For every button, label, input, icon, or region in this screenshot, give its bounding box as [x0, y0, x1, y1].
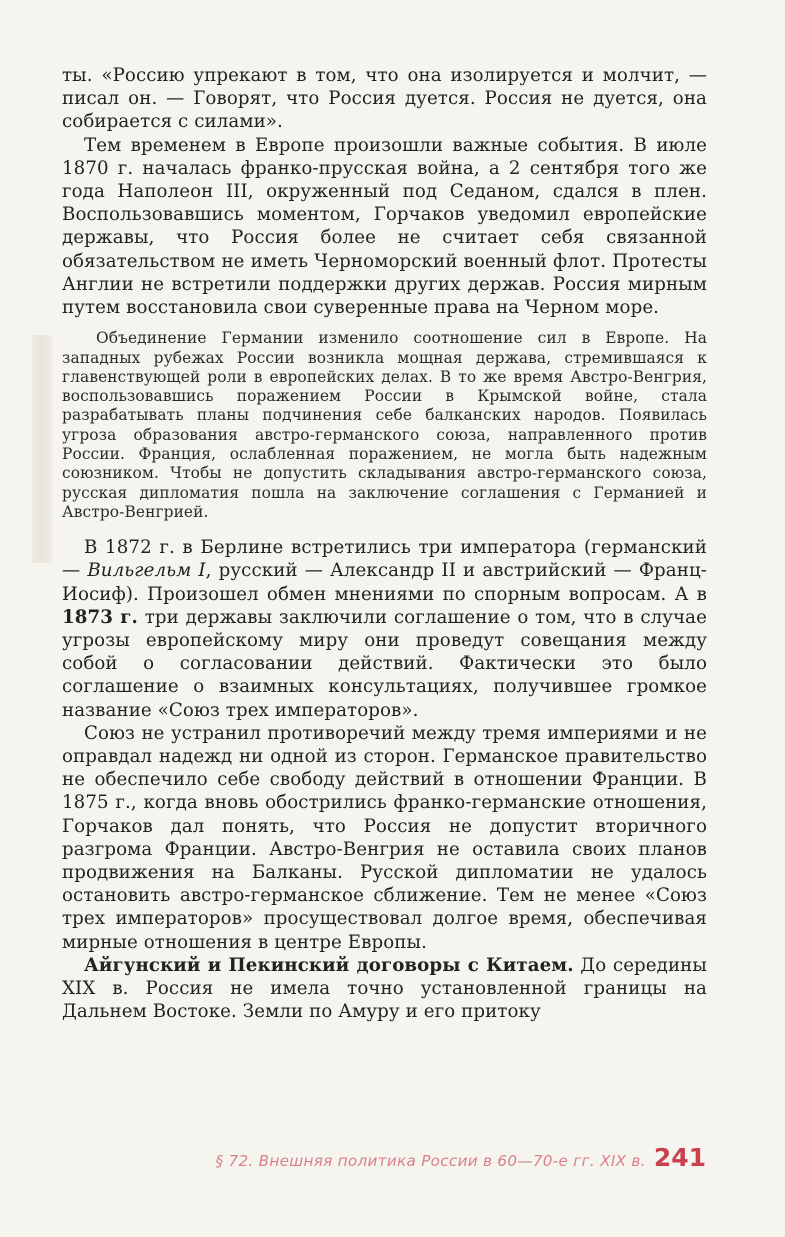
paragraph-events-1870: Тем временем в Европе произошли важные события. В июле 1870 г. началась франко-прусская война, а 2 сентября того же года Наполеон III, окруженный под Седаном, сдался в плен. Воспользовавшись моментом, Горчаков уведомил европейские державы, что Россия более не считает себя связанной обязательством не иметь Черноморский военный флот. Протесты Англии не встретили поддержки других держав. Россия мирным путем восстановила свои суверенные права на Черном море. — [62, 134, 707, 319]
p5-text: До середины XIX в. Россия не имела точно установленной границы на Дальнем Востоке. Земли по Амуру и его притоку — [62, 954, 707, 1023]
footer-section-title: § 72. Внешняя политика России в 60—70-е гг. XIX в. — [215, 1152, 646, 1170]
aside-text: Объединение Германии изменило соотношение сил в Европе. На западных рубежах России возникла мощная держава, стремившаяся к главенствующей роли в европейских делах. В то же время Австро-Венгрия, воспользовавшись поражением России в Крымской войне, стала разрабатывать планы подчинения себе балканских народов. Появилась угроза образования австро-германского союза, направленного против России. Франция, ослабленная поражением, не могла быть надежным союзником. Чтобы не допустить складывания австро-германского союза, русская дипломатия пошла на заключение соглашения с Германией и Австро-Венгрией. — [62, 329, 707, 521]
footer-page-number: 241 — [653, 1143, 706, 1172]
p3-italic-wilhelm: Вильгельм I — [87, 560, 206, 582]
p3-bold-year: 1873 г. — [62, 606, 138, 628]
paragraph-three-emperors — [62, 536, 707, 722]
section-heading-china: Айгунский и Пекинский договоры с Китаем. — [84, 954, 574, 976]
page-content — [62, 64, 707, 1023]
aside-block — [62, 329, 707, 522]
aside-marker — [32, 335, 52, 563]
paragraph-continuation: ты. «Россию упрекают в том, что она изолируется и молчит, — писал он. — Говорят, что Россия дуется. Россия не дуется, она собирается с силами». — [62, 65, 707, 133]
p3-text-1: В 1872 г. в Берлине встретились три императора (германский — — [62, 537, 707, 582]
paragraph-union-results: Союз не устранил противоречий между тремя империями и не оправдал надежд ни одной из сторон. Германское правительство не обеспечило себе свободу действий в отношении Франции. В 1875 г., когда вновь обострились франко-германские отношения, Горчаков дал понять, что Россия не допустит вторичного разгрома Франции. Австро-Венгрия не оставила своих планов продвижения на Балканы. Русской дипломатии не удалось остановить австро-германское сближение. Тем не менее «Союз трех императоров» просуществовал долгое время, обеспечивая мирные отношения в центре Европы. — [62, 722, 707, 953]
p3-text-2: , русский — Александр II и австрийский — Франц-Иосиф). Произошел обмен мнениями по спорным вопросам. А в — [62, 560, 707, 605]
page-footer — [146, 1143, 706, 1172]
p3-text-3: три державы заключили соглашение о том, что в случае угрозы европейскому миру они проведут совещания между собой о согласовании действий. Фактически это было соглашение о взаимных консультациях, получившее громкое название «Союз трех императоров». — [62, 606, 707, 721]
paragraph-china-treaties — [62, 954, 707, 1024]
